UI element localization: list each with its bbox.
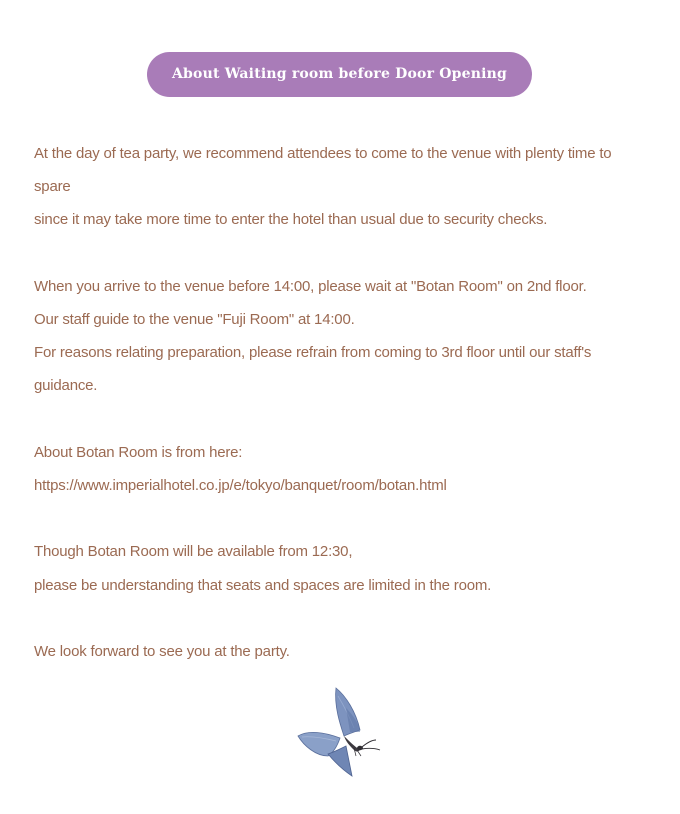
butterfly-icon (294, 686, 382, 780)
paragraph-line: For reasons relating preparation, please refrain from coming to 3rd floor until our staff's guidance. (34, 344, 592, 395)
paragraph-line: At the day of tea party, we recommend attendees to come to the venue with plenty time to spare (34, 145, 612, 196)
botan-room-link-line (34, 469, 646, 502)
paragraph-line: please be understanding that seats and spaces are limited in the room. (34, 576, 492, 594)
botan-room-link[interactable]: https://www.imperialhotel.co.jp/e/tokyo/banquet/room/botan.html (34, 477, 447, 494)
paragraph-line: since it may take more time to enter the hotel than usual due to security checks. (34, 211, 548, 229)
paragraph-line: We look forward to see you at the party. (34, 642, 290, 660)
section-heading: About Waiting room before Door Opening (147, 52, 532, 97)
paragraph-spacer (34, 502, 646, 535)
paragraph-line: When you arrive to the venue before 14:00, please wait at "Botan Room" on 2nd floor. (34, 277, 587, 295)
paragraph-spacer (34, 602, 646, 635)
paragraph-line: Our staff guide to the venue "Fuji Room" at 14:00. (34, 311, 355, 328)
paragraph-spacer (34, 237, 646, 270)
paragraph-line: About Botan Room is from here: (34, 443, 243, 461)
notice-body (34, 137, 646, 668)
paragraph-spacer (34, 403, 646, 436)
paragraph-line: Though Botan Room will be available from 12:30, (34, 543, 353, 561)
